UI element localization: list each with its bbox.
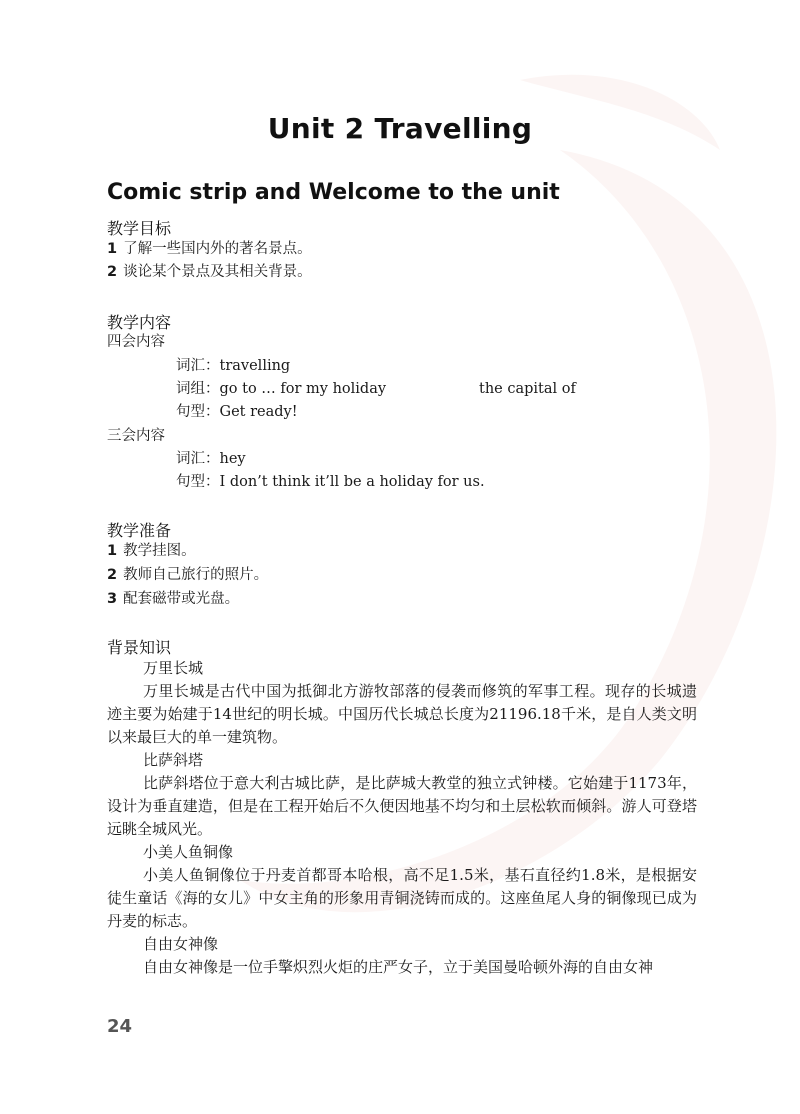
prep-item — [107, 589, 239, 609]
background-paragraph: 比萨斜塔位于意大利古城比萨，是比萨城大教堂的独立式钟楼。它始建于1173年，设计为垂直建造，但是在工程开始后不久便因地基不均匀和土层松软而倾斜。游人可登塔远眺全城风光。 — [107, 774, 697, 838]
objective-item — [107, 262, 312, 282]
background-subtitle: 小美人鱼铜像 — [143, 843, 234, 861]
four-skills-phrases: 词组：go to … for my holiday — [176, 381, 387, 397]
prep-number: 2 — [107, 567, 118, 583]
objectives-heading: 教学目标 — [107, 219, 172, 238]
background-subtitle: 自由女神像 — [143, 935, 219, 953]
four-skills-vocab: 词汇：travelling — [176, 358, 291, 374]
four-skills-phrases-extra: the capital of — [479, 381, 576, 397]
prep-number: 3 — [107, 591, 118, 607]
four-skills-label: 四会内容 — [107, 334, 165, 350]
objective-text: 谈论某个景点及其相关背景。 — [123, 264, 312, 280]
prep-text: 教学挂图。 — [123, 543, 196, 559]
prep-number: 1 — [107, 543, 118, 559]
objective-number: 1 — [107, 241, 118, 257]
background-subtitle: 万里长城 — [143, 659, 204, 677]
prep-item — [107, 541, 196, 561]
prep-text: 配套磁带或光盘。 — [123, 591, 240, 607]
prep-heading: 教学准备 — [107, 521, 172, 540]
background-paragraph: 自由女神像是一位手擎炽烈火炬的庄严女子，立于美国曼哈顿外海的自由女神 — [143, 958, 654, 976]
three-skills-label: 三会内容 — [107, 428, 165, 444]
prep-item — [107, 565, 268, 585]
objective-number: 2 — [107, 264, 118, 280]
objective-text: 了解一些国内外的著名景点。 — [123, 241, 312, 257]
section-title: Comic strip and Welcome to the unit — [107, 180, 560, 205]
background-subtitle: 比萨斜塔 — [143, 751, 204, 769]
three-skills-sentence: 句型：I don’t think it’ll be a holiday for us. — [176, 474, 485, 490]
content-heading: 教学内容 — [107, 313, 172, 332]
background-paragraph: 万里长城是古代中国为抵御北方游牧部落的侵袭而修筑的军事工程。现存的长城遗迹主要为始建于14世纪的明长城。中国历代长城总长度为21196.18千米，是自人类文明以来最巨大的单一建筑物。 — [107, 682, 697, 746]
background-paragraph: 小美人鱼铜像位于丹麦首都哥本哈根，高不足1.5米，基石直径约1.8米，是根据安徒生童话《海的女儿》中女主角的形象用青铜浇铸而成的。这座鱼尾人身的铜像现已成为丹麦的标志。 — [107, 866, 697, 930]
three-skills-vocab: 词汇：hey — [176, 451, 246, 467]
objective-item — [107, 239, 312, 259]
unit-title: Unit 2 Travelling — [267, 112, 533, 145]
page-number: 24 — [107, 1016, 133, 1037]
four-skills-sentence: 句型：Get ready! — [176, 404, 298, 420]
background-heading: 背景知识 — [107, 638, 172, 657]
prep-text: 教师自己旅行的照片。 — [123, 567, 269, 583]
